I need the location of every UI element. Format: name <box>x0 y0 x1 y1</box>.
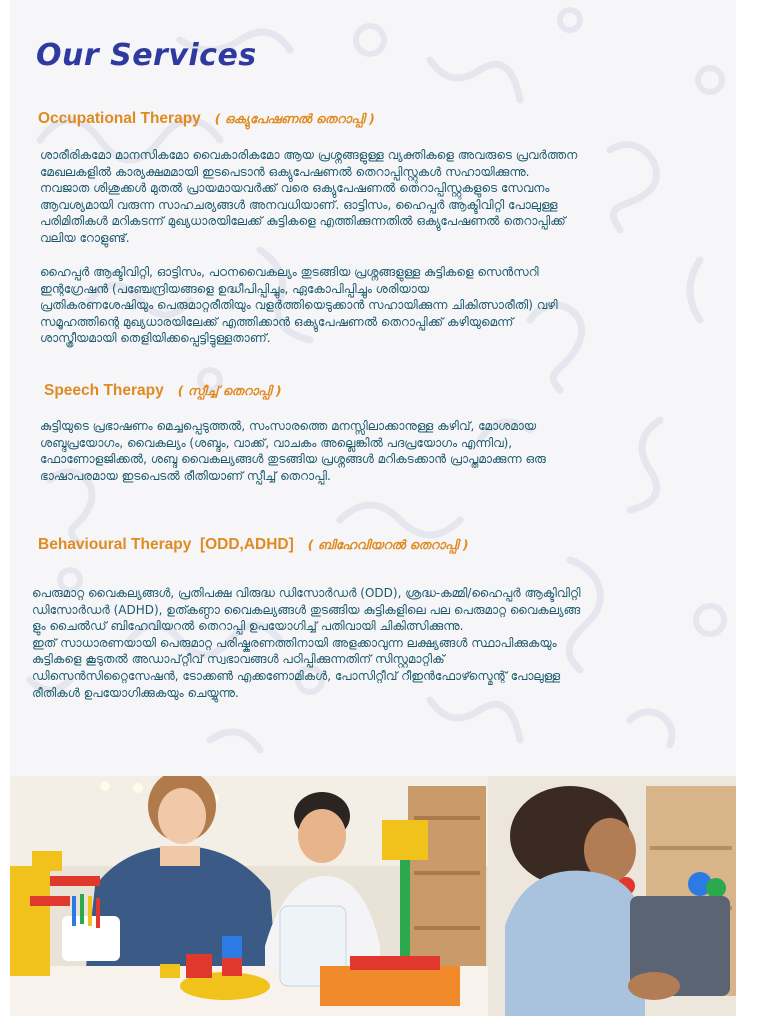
section-title-en: Occupational Therapy <box>38 110 201 127</box>
text-line: ളും ചൈൽഡ് ബിഹേവിയറൽ തെറാപ്പി ഉപയോഗിച്ച് പതിവായി ചികിത്സിക്കുന്നു. <box>32 619 464 634</box>
text-line: കുട്ടിയുടെ പ്രഭാഷണം മെച്ചപ്പെടുത്തൽ, സംസാരത്തെ മനസ്സിലാക്കാനുള്ള കഴിവ്, മോശമായ <box>40 419 537 433</box>
text-line: നവജാത ശിശുക്കൾ മുതൽ പ്രായമായവർക്ക് വരെ ഒക്യുപേഷണൽ തെറാപ്പിസ്റ്റുകളുടെ സേവനം <box>40 181 550 196</box>
section-title-ml: ( ബിഹേവിയറൽ തെറാപ്പി ) <box>307 537 469 552</box>
occupational-therapy-paragraph-2 <box>40 264 558 347</box>
section-title-behavioural-therapy <box>38 536 469 554</box>
text-line: രീതികൾ ഉപയോഗിക്കുകയും ചെയ്യുന്നു. <box>32 685 239 700</box>
text-line: ഫോണോളജിക്കൽ, ശബ്ദ വൈകല്യങ്ങൾ തുടങ്ങിയ പ്രശ്നങ്ങൾ മറികടക്കാൻ പ്രാപ്തമാക്കുന്ന ഒരു <box>40 452 546 467</box>
section-title-ml: ( സ്പീച്ച് തെറാപ്പി ) <box>177 383 282 398</box>
section-title-en: Behavioural Therapy [ODD,ADHD] <box>38 536 294 553</box>
speech-therapy-paragraph <box>40 418 546 484</box>
text-line: ആവശ്യമായി വരുന്ന സാഹചര്യങ്ങൾ അനവധിയാണ്. ഓട്ടിസം, ഹൈപ്പർ ആക്ടിവിറ്റി പോലുള്ള <box>40 197 558 212</box>
page-edge-bottom <box>0 1016 758 1024</box>
therapy-photo-banner <box>10 776 736 1016</box>
text-line: ശാസ്ത്രീയമായി തെളിയിക്കപ്പെട്ടിട്ടുള്ളതാണ്. <box>40 331 271 346</box>
section-title-occupational-therapy <box>38 110 375 128</box>
text-line: വലിയ റോളുണ്ട്. <box>40 230 130 245</box>
behavioural-therapy-paragraph <box>32 585 581 701</box>
text-line: ശാരീരികമോ മാനസികമോ വൈകാരികമോ ആയ പ്രശ്നങ്ങളുള്ള വ്യക്തികളെ അവരുടെ പ്രവർത്തന <box>40 148 578 162</box>
text-line: ഡിസെൻസിറ്റൈസേഷൻ, ടോക്കൺ എക്കണോമികൾ, പോസിറ്റീവ് റീഇൻഫോഴ്സ്മെന്റ് പോലുള്ള <box>32 668 561 683</box>
section-title-en: Speech Therapy <box>44 382 164 399</box>
text-line: മേഖലകളിൽ കാര്യക്ഷമമായി ഇടപെടാൻ ഒക്യുപേഷണൽ തെറാപ്പിസ്റ്റുകൾ സഹായിക്കുന്നു. <box>40 164 530 179</box>
text-line: ഭാഷാപരമായ ഇടപെടൽ രീതിയാണ് സ്പീച്ച് തെറാപ്പി. <box>40 468 331 483</box>
text-line: പ്രതികരണശേഷിയും പെരുമാറ്റരീതിയും വളർത്തിയെടുക്കാൻ സഹായിക്കുന്ന ചികിത്സാരീതി) വഴി <box>40 298 558 313</box>
text-line: ഇന്റഗ്രേഷൻ (പഞ്ചേന്ദ്രിയങ്ങളെ ഉദ്ധീപിപ്പിച്ചും, ഏകോപിപ്പിച്ചും ശരിയായ <box>40 281 430 296</box>
services-page <box>10 0 736 1016</box>
page-edge-right <box>736 0 758 1024</box>
text-line: ഹൈപ്പർ ആക്ടിവിറ്റി, ഓട്ടിസം, പഠനവൈകല്യം തുടങ്ങിയ പ്രശ്നങ്ങളുള്ള കുട്ടികളെ സെൻസറി <box>40 265 539 279</box>
occupational-therapy-paragraph-1 <box>40 147 577 247</box>
text-line: ഇത് സാധാരണയായി പെരുമാറ്റ പരിഷ്കരണത്തിനായി അളക്കാവുന്ന ലക്ഷ്യങ്ങൾ സ്ഥാപിക്കുകയും <box>32 635 557 650</box>
text-line: ശബ്ദപ്രയോഗം, വൈകല്യം (ശബ്ദം, വാക്ക്, വാചകം അല്ലെങ്കിൽ പദപ്രയോഗം എന്നിവ), <box>40 435 513 450</box>
therapy-photo-illustration <box>10 776 736 1016</box>
section-title-ml: ( ഒക്യുപേഷണൽ തെറാപ്പി ) <box>214 111 375 126</box>
text-line: പെരുമാറ്റ വൈകല്യങ്ങൾ, പ്രതിപക്ഷ വിരുദ്ധ ഡിസോർഡർ (ODD), ശ്രദ്ധ-കമ്മി/ഹൈപ്പർ ആക്ടിവിറ്റി <box>32 586 581 600</box>
text-line: പരിമിതികൾ മറികടന്ന് മുഖ്യധാരയിലേക്ക് കുട്ടികളെ എത്തിക്കുന്നതിൽ ഒക്യുപേഷണൽ തെറാപ്പിക്ക് <box>40 214 566 229</box>
text-line: കുട്ടികളെ കൂടുതൽ അഡാപ്റ്റീവ് സ്വഭാവങ്ങൾ പഠിപ്പിക്കുന്നതിന് സിസ്റ്റമാറ്റിക് <box>32 652 445 667</box>
text-line: ഡിസോർഡർ (ADHD), ഉത്കണ്ഠാ വൈകല്യങ്ങൾ തുടങ്ങിയ കുട്ടികളിലെ പല പെരുമാറ്റ വൈകല്യങ്ങ <box>32 602 581 617</box>
page-title: Our Services <box>36 38 257 73</box>
text-line: സമൂഹത്തിന്റെ മുഖ്യധാരയിലേക്ക് എത്തിക്കാൻ ഒക്യുപേഷണൽ തെറാപ്പിക്ക് കഴിയുമെന്ന് <box>40 314 514 329</box>
section-title-speech-therapy <box>44 382 282 400</box>
